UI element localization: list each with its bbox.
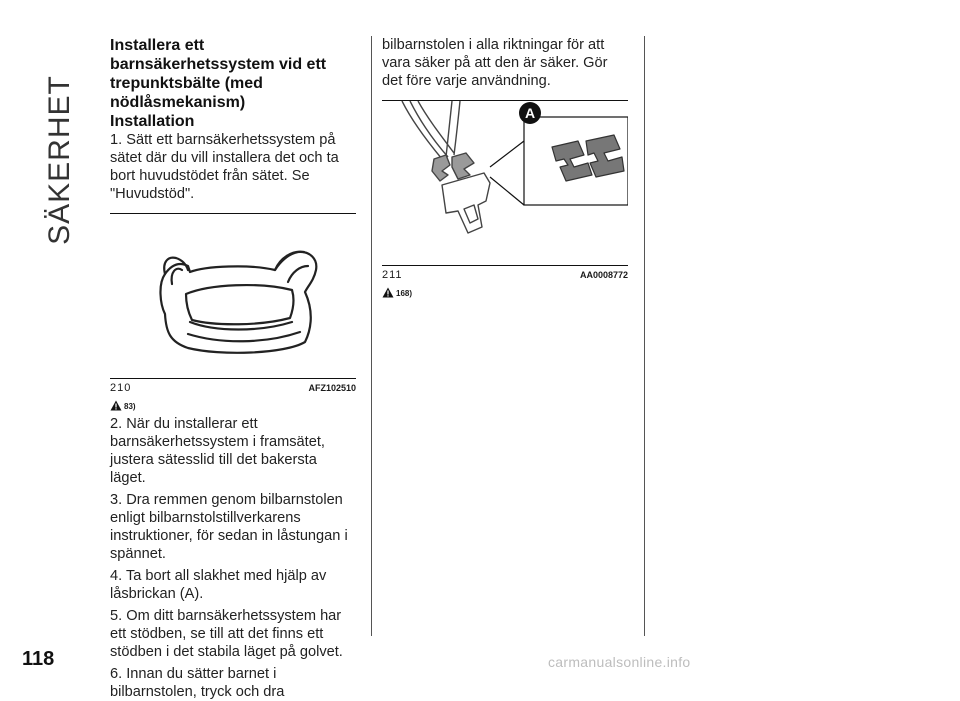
seatbelt-lock-illustration — [382, 101, 628, 265]
continuation-text: bilbarnstolen i alla riktningar för att vara säker på att den är säker. Gör det före varje användning. — [382, 37, 608, 89]
section-title: SÄKERHET — [43, 75, 76, 245]
callout-a-label: A — [524, 105, 536, 121]
step-4: 4. Ta bort all slakhet med hjälp av låsbrickan (A). — [110, 568, 327, 602]
figure-lock-plate — [382, 100, 628, 266]
column-divider — [644, 36, 645, 636]
left-column — [110, 36, 356, 701]
warning-ref-number: 83) — [124, 402, 136, 411]
step-3: 3. Dra remmen genom bilbarnstolen enligt bilbarnstolstillverkarens instruktioner, för sedan in låstungan i spännet. — [110, 492, 348, 562]
figure-code: AFZ102510 — [308, 383, 356, 393]
step-2: 2. När du installerar ett barnsäkerhetssystem i framsätet, justera sätesslid till det bakersta läget. — [110, 416, 325, 486]
warning-ref-number: 168) — [396, 289, 413, 298]
warning-reference — [110, 395, 356, 411]
step-6: 6. Innan du sätter barnet i bilbarnstolen, tryck och dra — [110, 666, 285, 700]
right-column — [382, 36, 628, 302]
watermark: carmanualsonline.info — [548, 654, 691, 670]
column-divider — [371, 36, 372, 636]
step-5: 5. Om ditt barnsäkerhetssystem har ett stödben, se till att det finns ett stödben i det stabila läget på golvet. — [110, 608, 343, 660]
booster-seat-illustration — [110, 214, 356, 378]
figure-number: 211 — [382, 269, 403, 281]
figure-caption — [382, 266, 628, 282]
step-1: 1. Sätt ett barnsäkerhetssystem på sätet där du vill installera det och ta bort huvudstödet från sätet. Se "Huvudstöd". — [110, 132, 339, 202]
figure-code: AA0008772 — [579, 270, 628, 280]
warning-triangle-icon — [382, 287, 394, 298]
figure-booster-seat — [110, 213, 356, 379]
section-heading: Installera ett barnsäkerhetssystem vid ett trepunktsbälte (med nödlåsmekanism) — [110, 37, 327, 111]
figure-caption — [110, 379, 356, 395]
subheading: Installation — [110, 113, 195, 130]
warning-triangle-icon — [110, 400, 122, 411]
page-number: 118 — [22, 648, 55, 670]
figure-number: 210 — [110, 382, 132, 394]
warning-reference — [382, 282, 628, 298]
